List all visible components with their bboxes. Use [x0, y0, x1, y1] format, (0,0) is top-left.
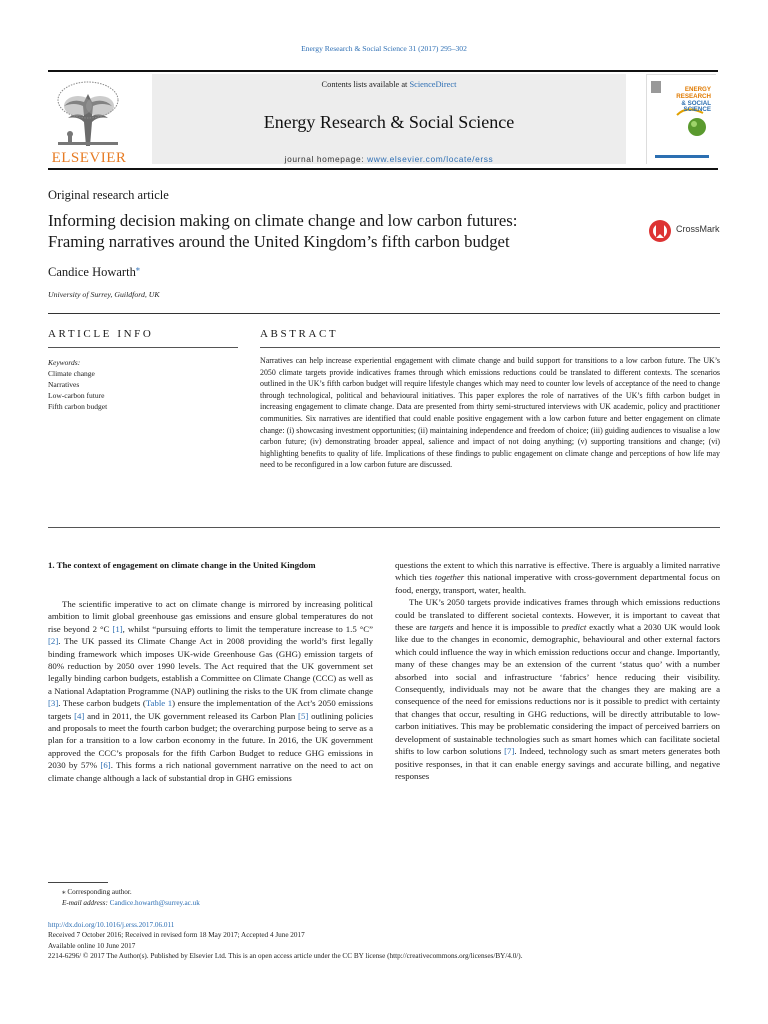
- paragraph: [395, 596, 720, 782]
- body-left-column: [48, 598, 373, 784]
- article-info-heading: ARTICLE INFO: [48, 328, 154, 340]
- email-label: E-mail address:: [62, 899, 108, 907]
- text-run: . These carbon budgets (: [58, 698, 146, 709]
- text-run: outlining policies and proposals to meet the fourth carbon budget; the overarching purpose being to serve as a plan for a transition to a low carbon economy in the future. In 2016, the UK government approved the CCC’s proposals for the fifth Carbon Budget to reduce GHG emissions in 2030 by 57%: [48, 710, 373, 771]
- cover-line-1: ENERGY: [684, 86, 711, 93]
- contents-prefix: Contents lists available at: [321, 80, 410, 89]
- homepage-line: [152, 154, 626, 164]
- cover-title: [661, 87, 711, 114]
- text-run: The scientific imperative to act on climate change is mirrored by increasing political ambition to limit global greenhouse gas emissions and ensure global temperatures do not rise beyond 2 °C: [48, 599, 373, 634]
- journal-citation[interactable]: Energy Research & Social Science 31 (2017) 295–302: [301, 44, 467, 53]
- journal-title: Energy Research & Social Science: [263, 112, 515, 132]
- keyword-item: Fifth carbon budget: [48, 402, 108, 411]
- available-online: Available online 10 June 2017: [48, 941, 136, 950]
- cover-line-3: & SOCIAL: [681, 99, 711, 107]
- abstract-divider: [48, 527, 720, 528]
- text-run: . The UK passed its Climate Change Act in 2008 providing the world’s first legally binding framework which imposes UK-wide Greenhouse Gas (GHG) emission targets of 80% reduction by 2050 over 1990 levels. The Act required that the UK government set legally binding carbon budgets, establish a Committee on Climate Change (CCC) as well as a National Adaptation Programme (NAP) outlining the risks to the UK from climate change: [48, 636, 373, 696]
- keywords-label: Keywords:: [48, 358, 81, 367]
- journal-homepage-link[interactable]: www.elsevier.com/locate/erss: [367, 154, 494, 164]
- crossmark-label: CrossMark: [676, 224, 720, 234]
- abstract-body: Narratives can help increase experiential engagement with climate change and build support for transitions to a low carbon future. The UK’s 2050 climate targets provide indicatives frames through which emissions reductions could be translated to different contexts. The scenarios outlined in the UK’s fifth carbon budget will require lifestyle changes which may need to counter low levels of acceptance of the need to change through technological, political and behavioural initiatives. This paper explores the role of narratives of the UK’s fifth carbon budget in increasing engagement to climate change. Data are presented from thirty semi-structured interviews with UK academic, policy and practitioner communities. Six narratives are identified that could enable positive engagement with a low carbon future and better engagement on climate change: (i) showcasing investment opportunities; (ii) maintaining independence and freedom of choice; (iii) guiding audiences to visualise a low carbon future; (iv) demonstrating broader appeal, salience and impact of not doing anything; (v) supporting transitions and change; (vi) highlighting benefits to quality of life. Implications of these findings to public engagement on climate change and perceptions of how life may need to be reconfigured in a low carbon future are discussed.: [260, 356, 720, 470]
- author-name: [48, 264, 140, 280]
- doi-link[interactable]: http://dx.doi.org/10.1016/j.erss.2017.06.011: [48, 921, 175, 929]
- text-run: and in 2011, the UK government released its Carbon Plan: [84, 710, 299, 721]
- table-link[interactable]: Table 1: [145, 698, 173, 709]
- author-name-text[interactable]: Candice Howarth: [48, 265, 136, 280]
- article-type: Original research article: [48, 188, 169, 202]
- reference-link[interactable]: [3]: [48, 698, 59, 709]
- footnote-rule: [48, 882, 108, 883]
- text-run: this national imperative with cross-government departmental focus on food, energy, transport, water, health.: [395, 572, 720, 595]
- article-info-underline: [48, 347, 238, 348]
- elsevier-wordmark[interactable]: ELSEVIER: [51, 150, 127, 166]
- masthead-bottom-rule: [48, 168, 718, 170]
- journal-banner: [152, 74, 626, 164]
- contents-line: [152, 80, 626, 89]
- crossmark-icon: [648, 218, 672, 244]
- body-right-column: [395, 559, 720, 782]
- text-run: ) ensure the implementation of the Act’s 2050 emissions targets: [48, 698, 373, 721]
- article-title-line-1: Informing decision making on climate change and low carbon futures:: [48, 211, 518, 230]
- emphasis: together: [434, 572, 465, 583]
- paragraph: [395, 559, 720, 596]
- text-run: exactly what a 2030 UK would look like due to the changes in economic, demographic, behavioural and other external factors which could influence the way in which emission reductions occur and change. Importantly, many of these changes may be an extension of the current ‘status quo’ with a number absorbed into social and infrastructure ‘fabrics’ hence reducing their visibility. Consequently, individuals may not be aware that the changes they are making are a consequence of the need for emissions reductions nor is it possible to predict with certainty that changes that occur, resulting in GHG reductions, will be directly attributable to low-carbon initiatives. This may be problematic considering the impact of perceived barriers on development of sustainable technologies such as smart homes which can facilitate societal shifts to low carbon solutions: [395, 622, 720, 757]
- reference-link[interactable]: [7]: [504, 746, 515, 757]
- keyword-item: Climate change: [48, 369, 95, 378]
- corresponding-author-mark[interactable]: ⁎: [135, 264, 140, 273]
- cover-line-2: RESEARCH: [676, 92, 711, 100]
- email-note: [48, 898, 200, 909]
- keywords-block: [48, 357, 238, 412]
- article-title-line-2: Framing narratives around the United Kingdom’s fifth carbon budget: [48, 232, 510, 251]
- emphasis: predict: [561, 622, 587, 633]
- emphasis: targets: [429, 622, 454, 633]
- reference-link[interactable]: [1]: [112, 623, 123, 634]
- journal-cover-thumbnail[interactable]: [646, 74, 716, 164]
- keyword-item: Narratives: [48, 380, 80, 389]
- sciencedirect-link[interactable]: ScienceDirect: [409, 80, 457, 89]
- section-1-heading: 1. The context of engagement on climate change in the United Kingdom: [48, 560, 316, 570]
- abstract-underline: [260, 347, 720, 348]
- footnotes: [48, 887, 200, 909]
- text-run: and hence it is impossible to: [453, 622, 562, 633]
- corresponding-author-note: ⁎ Corresponding author.: [62, 888, 132, 896]
- article-title: [48, 210, 648, 252]
- license-statement: 2214-6296/ © 2017 The Author(s). Published by Elsevier Ltd. This is an open access article under the CC BY license (http://creativecommons.org/licenses/BY/4.0/).: [48, 952, 523, 961]
- reference-link[interactable]: [5]: [298, 710, 309, 721]
- masthead-top-rule: [48, 70, 718, 72]
- author-email-link[interactable]: Candice.howarth@surrey.ac.uk: [109, 899, 200, 907]
- cover-line-4: SCIENCE: [683, 106, 711, 114]
- paragraph: [48, 598, 373, 784]
- keyword-item: Low-carbon future: [48, 391, 105, 400]
- reference-link[interactable]: [4]: [74, 710, 85, 721]
- received-dates: Received 7 October 2016; Received in revised form 18 May 2017; Accepted 4 June 2017: [48, 931, 305, 940]
- journal-masthead: [48, 70, 718, 170]
- abstract-heading: ABSTRACT: [260, 328, 339, 340]
- text-run: , whilst “pursuing efforts to limit the temperature increase to 1.5 °C”: [122, 623, 374, 634]
- text-run: . Indeed, technology such as smart meters generates both positive responses, in that it can enable energy savings and accurate billing, and negative responses: [395, 746, 720, 781]
- text-run: The UK’s 2050 targets provide indicatives frames through which emissions reductions could be translated to different societal contexts. However, it is important to caveat that these are: [395, 597, 720, 633]
- reference-link[interactable]: [6]: [100, 760, 111, 771]
- text-run: . This forms a rich national government narrative on the need to act on climate change although a lack of substantial drop in GHG emissions: [48, 760, 373, 783]
- homepage-prefix: journal homepage:: [284, 154, 368, 164]
- header-divider: [48, 313, 720, 314]
- crossmark-button[interactable]: [648, 218, 728, 244]
- article-metadata: [48, 920, 728, 962]
- text-run: questions the extent to which this narrative is effective. There is arguably a limited narrative which ties: [395, 560, 720, 583]
- author-affiliation: University of Surrey, Guildford, UK: [48, 290, 160, 299]
- reference-link[interactable]: [2]: [48, 636, 59, 647]
